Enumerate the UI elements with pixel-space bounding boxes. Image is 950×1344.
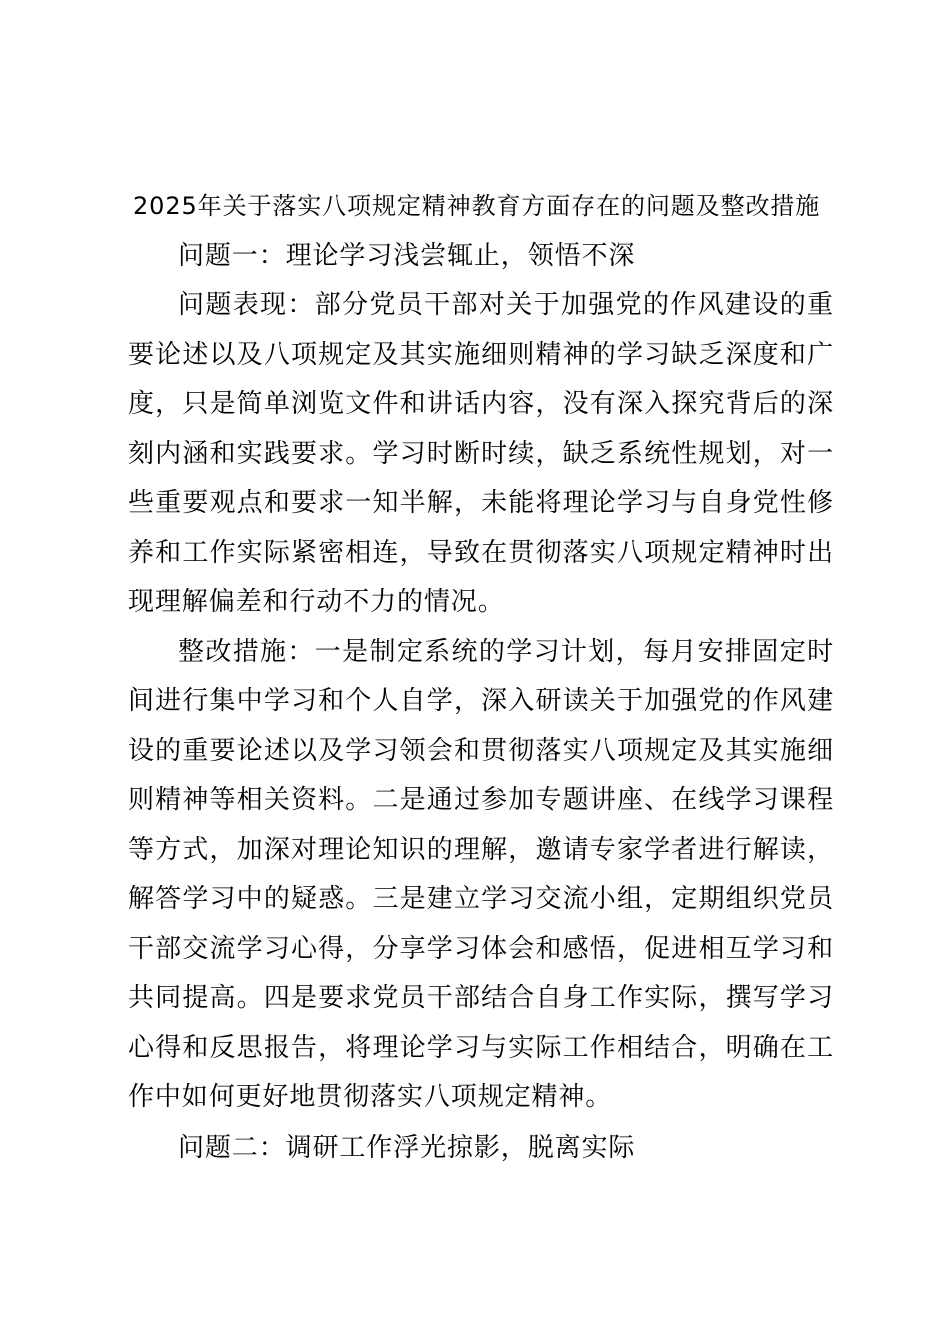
issue-one-heading: 问题一：理论学习浅尝辄止，领悟不深 (178, 241, 636, 271)
document-body (128, 181, 834, 1173)
issue-one-measures-paragraph: 整改措施：一是制定系统的学习计划，每月安排固定时间进行集中学习和个人自学，深入研读关于加强党的作风建设的重要论述以及学习领会和贯彻落实八项规定及其实施细则精神等相关资料。二是通过参加专题讲座、在线学习课程等方式，加深对理论知识的理解，邀请专家学者进行解读，解答学习中的疑惑。三是建立学习交流小组，定期组织党员干部交流学习心得，分享学习体会和感悟，促进相互学习和共同提高。四是要求党员干部结合自身工作实际，撰写学习心得和反思报告，将理论学习与实际工作相结合，明确在工作中如何更好地贯彻落实八项规定精神。 (128, 636, 834, 1112)
issue-one-manifestation-paragraph: 问题表现：部分党员干部对关于加强党的作风建设的重要论述以及八项规定及其实施细则精神的学习缺乏深度和广度，只是简单浏览文件和讲话内容，没有深入探究背后的深刻内涵和实践要求。学习时断时续，缺乏系统性规划，对一些重要观点和要求一知半解，未能将理论学习与自身党性修养和工作实际紧密相连，导致在贯彻落实八项规定精神时出现理解偏差和行动不力的情况。 (128, 290, 834, 617)
issue-two-heading: 问题二：调研工作浮光掠影，脱离实际 (178, 1132, 636, 1163)
document-title: 2025年关于落实八项规定精神教育方面存在的问题及整改措施 (133, 192, 821, 220)
